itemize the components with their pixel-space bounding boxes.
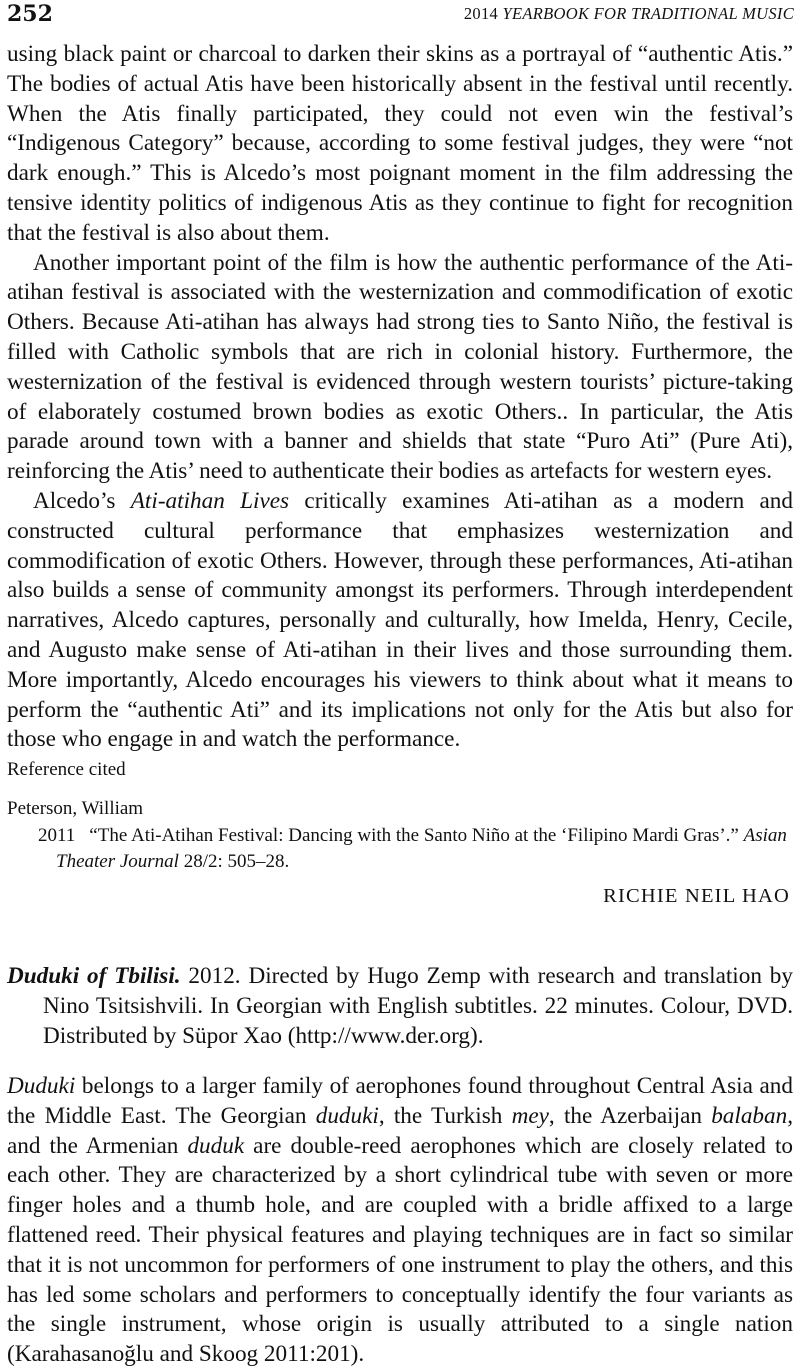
reference-volume: 28/2: 505–28. [178, 851, 290, 872]
instrument-term: duduk [187, 1132, 245, 1159]
reference-author: Peterson, William [7, 798, 144, 819]
paragraph-text: Alcedo’s [33, 487, 131, 514]
reference-entry [38, 823, 796, 875]
film-entry-heading [7, 962, 793, 1051]
paragraph-text: are double-reed aerophones which are closely related to each other. They are characterized by a short cylindrical tube with seven or more finger holes and a thumb hole, and are coupled with a bridle affixed to a large flattened reed. Their physical features and playing techniques are in fact so similar that it is not uncommon for performers of one instrument to play the others, and this has led some scholars and performers to conceptually identify the four variants as the single instrument, whose origin is usually attributed to a single nation (Karahasanoğlu and Skoog 2011:201). [7, 1132, 793, 1368]
paragraph-text: , the Turkish [378, 1102, 512, 1129]
review2-body [7, 1072, 793, 1370]
review-paragraph-3 [7, 487, 793, 755]
instrument-term: duduki [315, 1102, 379, 1129]
review-body [7, 40, 793, 755]
review-paragraph-1: using black paint or charcoal to darken their skins as a portrayal of “authentic Atis.” The bodies of actual Atis have been historically absent in the festival until recently. When the Atis finally participated, they could not even win the festival’s “Indigenous Category” because, according to some festival judges, they were “not dark enough.” This is Alcedo’s most poignant moment in the film addressing the tensive identity politics of indigenous Atis as they continue to fight for recognition that the festival is also about them. [7, 41, 793, 246]
review-paragraph-2: Another important point of the film is how the authentic performance of the Ati-atihan festival is associated with the westernization and commodification of exotic Others. Because Ati-atihan has always had strong ties to Santo Niño, the festival is filled with Catholic symbols that are rich in colonial history. Furthermore, the westernization of the festival is evidenced through western tourists’ picture-taking of elaborately costumed brown bodies as exotic Others.. In particular, the Atis parade around town with a banner and shields that state “Puro Ati” (Pure Ati), reinforcing the Atis’ need to authenticate their bodies as artefacts for western eyes. [7, 249, 793, 485]
film-details: 2012. Directed by Hugo Zemp with research and translation by Nino Tsitsishvili. In Georgian with English subtitles. 22 minutes. Colour, DVD. Distributed by Süpor Xao (http://www.der.org). [43, 963, 793, 1049]
film-title: Duduki of Tbilisi. [7, 963, 181, 989]
running-head [464, 4, 794, 24]
page-number: 252 [7, 1, 53, 27]
instrument-term: mey [511, 1102, 549, 1129]
reviewer-name: RICHIE NEIL HAO [603, 885, 790, 907]
running-head-title: YEARBOOK FOR TRADITIONAL MUSIC [502, 4, 794, 23]
paragraph-text: , the Azerbaijan [548, 1102, 712, 1129]
reference-journal: Asian Theater Journal [56, 825, 787, 872]
reference-title: “The Ati-Atihan Festival: Dancing with the Santo Niño at the ‘Filipino Mardi Gras’.” [89, 825, 744, 846]
running-head-year: 2014 [463, 4, 499, 23]
reference-year: 2011 [38, 825, 76, 846]
instrument-term: balaban [711, 1102, 788, 1129]
paragraph-text: critically examines Ati-atihan as a modern and constructed cultural performance that emphasizes westernization and commodification of exotic Others. However, through these performances, Ati-atihan also builds a sense of community amongst its performers. Through interdependent narratives, Alcedo captures, personally and culturally, how Imelda, Henry, Cecile, and Augusto make sense of Ati-atihan in their lives and those surrounding them. More importantly, Alcedo encourages his viewers to think about what it means to perform the “authentic Ati” and its implications not only for the Atis but also for those who engage in and watch the performance. [7, 487, 793, 753]
references-heading: Reference cited [7, 759, 126, 780]
review2-paragraph-1 [7, 1072, 793, 1370]
paragraph-text: belongs to a larger family of aerophones found throughout Central Asia and the Middle East. The Georgian [7, 1073, 793, 1129]
page-header [7, 0, 794, 30]
film-title-ref: Ati-atihan Lives [130, 487, 290, 514]
paragraph-text: , and the Armenian [7, 1102, 794, 1159]
instrument-term: Duduki [7, 1073, 76, 1099]
